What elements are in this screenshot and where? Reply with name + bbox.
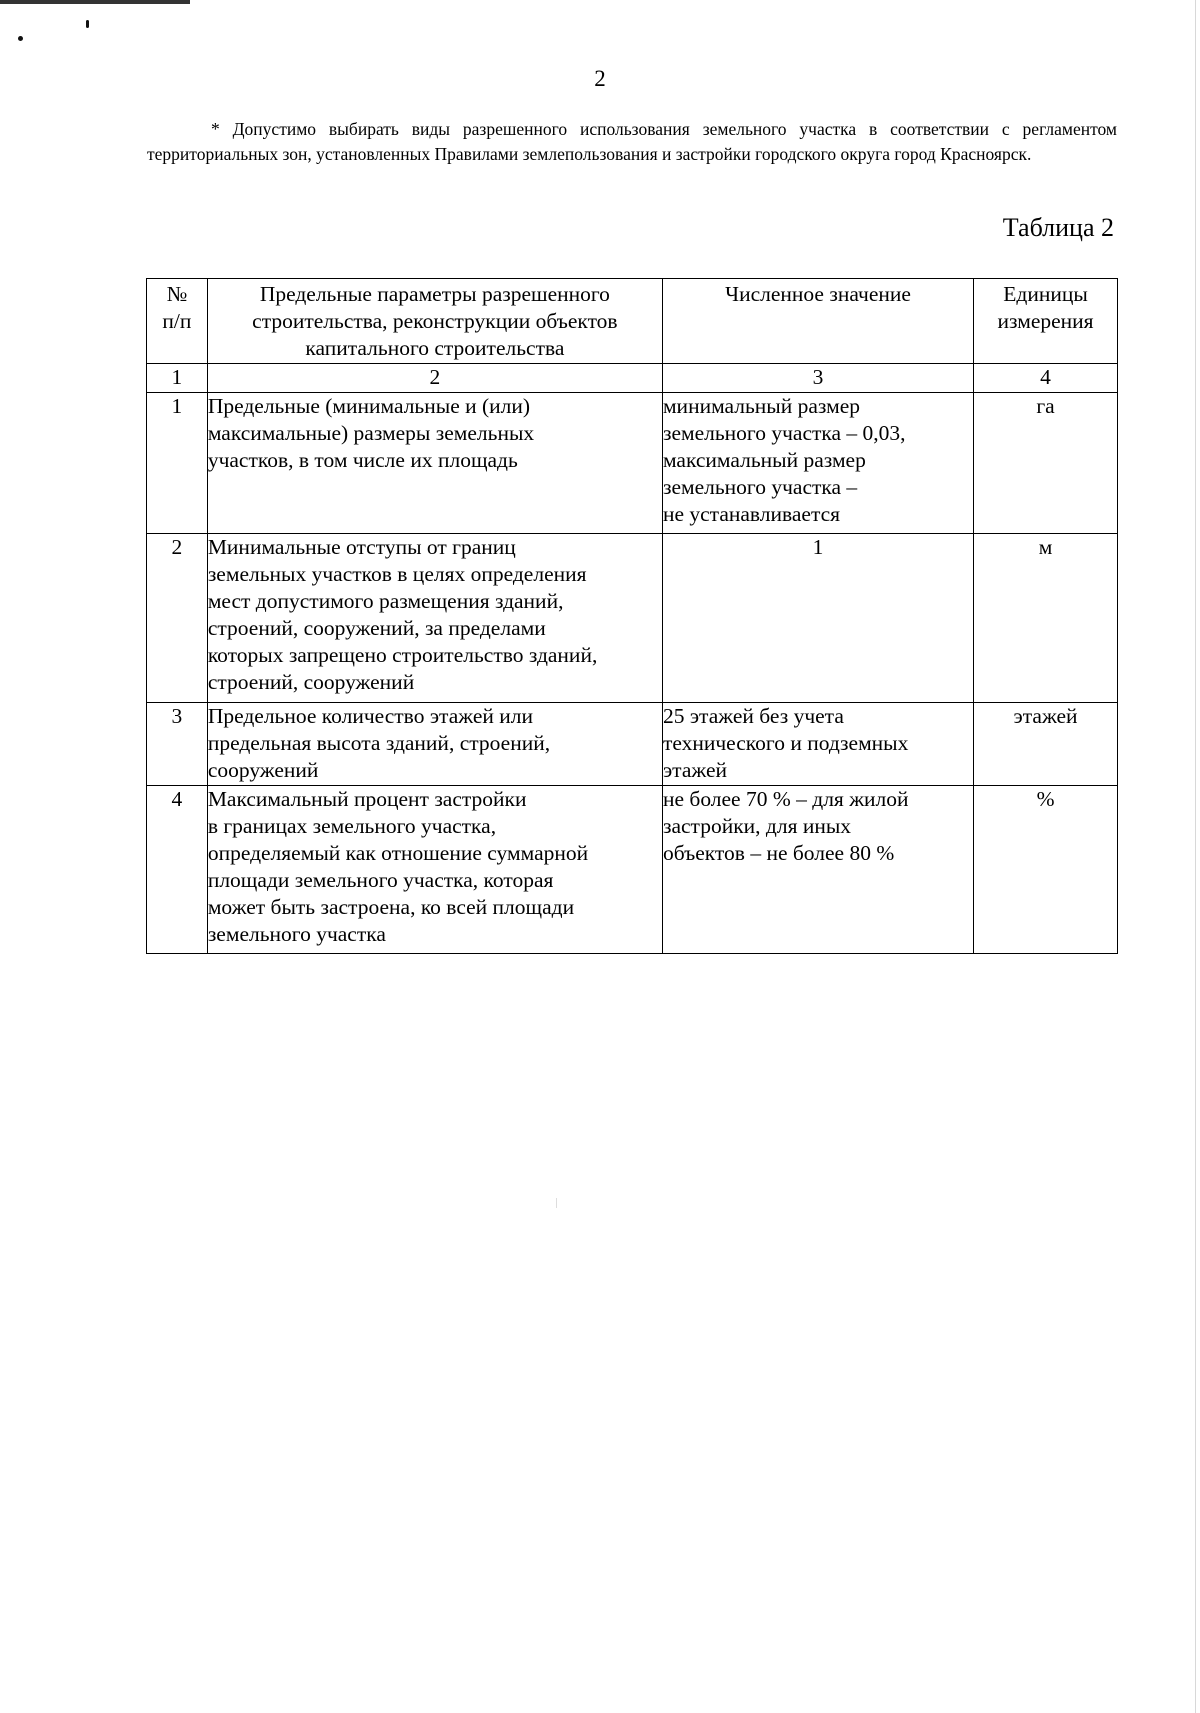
row-number: 1 [147,393,208,534]
scan-edge [1195,0,1196,1713]
parameter-line: участков, в том числе их площадь [207,448,518,472]
value-line: этажей [662,758,728,782]
header-param-line: строительства, реконструкции объектов [252,309,618,333]
footnote-line: с регламентом территориальных зон, установленных Правилами землепользования и застройки городского [147,119,1117,164]
row-value [662,393,973,534]
parameter-line: Предельные (минимальные и (или) [207,394,531,418]
header-unit [974,279,1118,364]
footnote-line: * Допустимо выбирать виды разрешенного использования земельного участка в соответствии [211,119,1002,139]
header-param-line: Предельные параметры разрешенного [259,282,610,306]
column-index: 1 [147,364,208,393]
column-index: 3 [662,364,973,393]
table-row [147,786,1118,954]
parameter-line: сооружений [207,758,319,782]
header-value-line: Численное значение [725,282,911,306]
header-num-line: п/п [162,309,192,333]
table-row [147,534,1118,703]
parameters-table [146,278,1118,954]
header-num [147,279,208,364]
row-unit: % [974,786,1118,954]
row-unit: м [974,534,1118,703]
parameter-line: земельного участка [207,922,386,946]
parameter-line: предельная высота зданий, строений, [207,731,551,755]
scan-artifact-line [0,0,190,4]
parameter-line: мест допустимого размещения зданий, [207,589,564,613]
header-param-line: капитального строительства [305,336,565,360]
header-unit-line: Единицы [1003,282,1088,306]
value-line: земельного участка – 0,03, [662,421,906,445]
row-value [662,703,973,786]
header-value [662,279,973,364]
parameter-line: определяемый как отношение суммарной [207,841,589,865]
row-value [662,534,973,703]
row-parameter [207,534,662,703]
value-line: объектов – не более 80 % [662,841,895,865]
table-caption: Таблица 2 [1002,213,1114,242]
footnote [147,117,1117,167]
parameter-line: в границах земельного участка, [207,814,497,838]
value-line: 25 этажей без учета [662,704,844,728]
value-line: не устанавливается [662,502,841,526]
value-line: максимальный размер [662,448,866,472]
row-value [662,786,973,954]
row-unit: этажей [974,703,1118,786]
table-row [147,393,1118,534]
row-number: 3 [147,703,208,786]
table-header-row [147,279,1118,364]
column-index: 2 [207,364,662,393]
row-number: 4 [147,786,208,954]
parameter-line: земельных участков в целях определения [207,562,587,586]
footnote-text [147,117,1117,167]
value-line: минимальный размер [662,394,861,418]
scan-speck [86,20,89,28]
parameter-line: которых запрещено строительство зданий, [207,643,598,667]
parameter-line: строений, сооружений, за пределами [207,616,546,640]
scan-speck [18,36,23,41]
header-param [207,279,662,364]
parameter-line: Минимальные отступы от границ [207,535,516,559]
footnote-line: округа город Красноярск. [840,144,1032,164]
row-number: 2 [147,534,208,703]
header-unit-line: измерения [997,309,1094,333]
parameter-line: может быть застроена, ко всей площади [207,895,575,919]
row-parameter [207,786,662,954]
page-number: 2 [594,66,606,91]
parameter-line: Предельное количество этажей или [207,704,533,728]
value-line: застройки, для иных [662,814,852,838]
value-line: технического и подземных [662,731,909,755]
column-index: 4 [974,364,1118,393]
value-line: не более 70 % – для жилой [662,787,909,811]
scan-mark [556,1198,557,1208]
parameter-line: максимальные) размеры земельных [207,421,535,445]
parameter-line: строений, сооружений [207,670,415,694]
parameter-line: площади земельного участка, которая [207,868,554,892]
value-line: 1 [812,535,824,559]
row-parameter [207,393,662,534]
parameter-line: Максимальный процент застройки [207,787,527,811]
table-row [147,703,1118,786]
row-unit: га [974,393,1118,534]
header-num-line: № [166,282,188,306]
value-line: земельного участка – [662,475,858,499]
row-parameter [207,703,662,786]
column-index-row [147,364,1118,393]
